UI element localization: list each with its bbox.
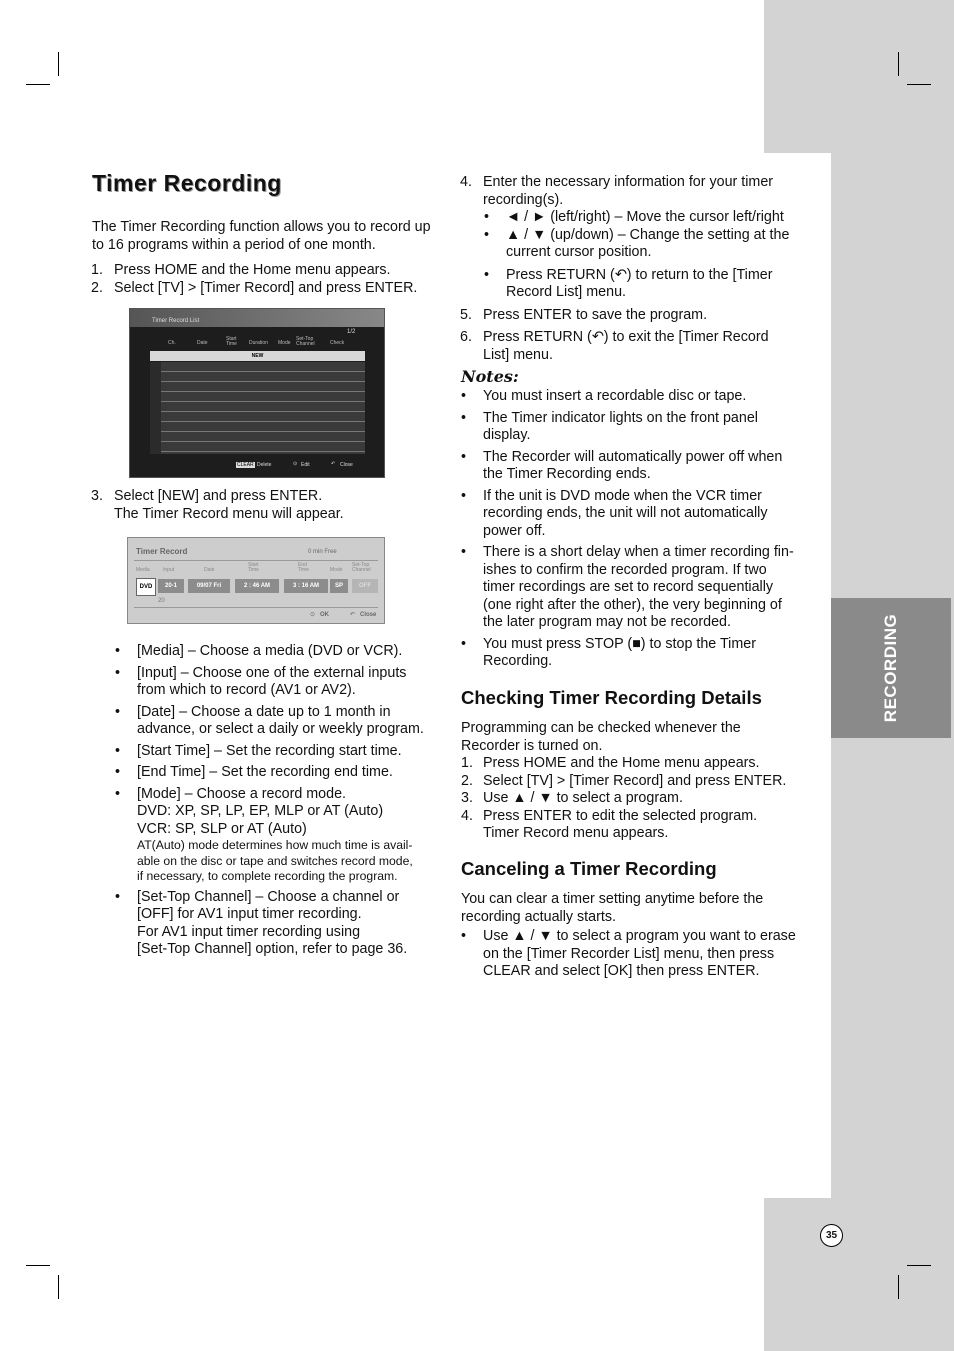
notes-heading: Notes:: [461, 367, 519, 386]
intro-paragraph: [92, 219, 431, 254]
step-number: 6.: [460, 329, 472, 345]
paragraph-line: recording actually starts.: [461, 908, 616, 925]
row-gutter: [150, 362, 161, 454]
bullet-line: from which to record (AV1 or AV2).: [137, 682, 356, 698]
settop-channel-field[interactable]: OFF: [352, 579, 378, 593]
col-header: Date: [197, 340, 208, 346]
col-header: Start Time: [248, 562, 259, 573]
edit-label: Edit: [301, 462, 310, 468]
step-text: The Timer Record menu will appear.: [114, 505, 344, 522]
col-header: Date: [204, 567, 215, 573]
crop-mark: [907, 84, 931, 85]
col-header: Check: [330, 340, 345, 346]
page-title: Timer Recording: [92, 170, 282, 196]
note-item: [483, 488, 805, 541]
col-header: Duration: [249, 340, 268, 346]
step-3: [91, 488, 344, 523]
notes-list: [483, 388, 805, 671]
intro-line: The Timer Recording function allows you to record up: [92, 219, 431, 235]
canceling-section: [461, 891, 806, 981]
note-item: [483, 449, 805, 484]
note-line: (one right after the other), the very beginning of: [483, 596, 782, 613]
step-number: 3.: [461, 790, 473, 806]
return-icon: ↶: [350, 612, 356, 618]
col-header: Mode: [278, 340, 291, 346]
edit-icon: ⊙: [293, 461, 298, 467]
divider: [134, 560, 378, 561]
step-text: Timer Record menu appears.: [483, 825, 669, 841]
step-text: Press ENTER to edit the selected program.: [483, 807, 758, 824]
checking-heading: Checking Timer Recording Details: [461, 687, 762, 708]
bullet-line: CLEAR and select [OK] then press ENTER.: [483, 963, 760, 979]
screen-page-indicator: 1/2: [347, 329, 356, 335]
note-line: power off.: [483, 522, 546, 539]
step-line: [91, 488, 344, 506]
step-number: 1.: [91, 262, 103, 278]
return-icon: ↶: [331, 461, 336, 467]
step-text: Press HOME and the Home menu appears.: [114, 262, 391, 278]
crop-mark: [898, 1275, 899, 1299]
note-item: [483, 388, 805, 406]
step-number: 1.: [461, 755, 473, 771]
screen-title: Timer Record List: [152, 318, 200, 324]
step-item: [461, 825, 801, 843]
step-number: 2.: [461, 772, 473, 789]
step-text: Press ENTER to save the program.: [483, 306, 708, 323]
step-text: Select [TV] > [Timer Record] and press ENTER.: [114, 279, 418, 296]
step-item: [460, 306, 803, 325]
bullet-line: current cursor position.: [506, 244, 652, 260]
col-header: Input: [163, 567, 175, 573]
bullet-line: • [Mode] – Choose a record mode.: [137, 785, 347, 802]
note-line: display.: [483, 427, 531, 443]
clear-key: CLEAR: [237, 462, 254, 468]
step-text: Select [NEW] and press ENTER.: [114, 488, 323, 504]
bullet-item: [483, 928, 806, 981]
right-steps: [460, 174, 803, 364]
col-header: Media: [136, 567, 150, 573]
step-item: [91, 262, 417, 280]
free-space-label: 0 min Free: [308, 549, 337, 555]
bullet-line: advance, or select a daily or weekly program.: [137, 721, 424, 737]
screen-footer: [130, 459, 384, 477]
note-line: timer recordings are set to record sequentially: [483, 579, 774, 595]
step-item: [461, 773, 801, 791]
note-line: • You must insert a recordable disc or tape.: [483, 388, 747, 404]
bullet-note-line: able on the disc or tape and switches record mode,: [137, 853, 413, 868]
page-number: 35: [820, 1224, 843, 1247]
note-line: recording ends, the unit will not automatically: [483, 505, 768, 521]
screen2-values: [128, 578, 384, 594]
bullet-line: • [Start Time] – Set the recording start time.: [137, 742, 402, 759]
input-sublabel: 20: [158, 598, 165, 604]
bullet-item: [137, 764, 437, 782]
bullet-note-line: AT(Auto) mode determines how much time is avail-: [137, 838, 413, 852]
bullet-line: • Use ▲ / ▼ to select a program you want to erase: [483, 928, 796, 944]
ok-label: OK: [320, 612, 329, 618]
step-item: [460, 174, 803, 209]
step-text: Enter the necessary information for your timer: [483, 174, 774, 190]
bullet-line: • ▲ / ▼ (up/down) – Change the setting at the: [506, 226, 790, 243]
note-line: • If the unit is DVD mode when the VCR timer: [483, 487, 762, 504]
empty-rows: [150, 362, 365, 454]
bullet-item: [137, 643, 437, 661]
col-header: Ch.: [168, 340, 176, 346]
step-number: 3.: [91, 488, 103, 504]
bullet-line: • [Input] – Choose one of the external inputs: [137, 664, 407, 681]
bullet-line: Record List] menu.: [506, 284, 626, 300]
intro-line: to 16 programs within a period of one month.: [92, 236, 376, 253]
paragraph-line: You can clear a timer setting anytime before the: [461, 891, 764, 907]
step-text: recording(s).: [483, 191, 564, 208]
col-header: End Time: [298, 562, 309, 573]
step-item: [91, 279, 418, 298]
crop-mark: [907, 1265, 931, 1266]
date-field[interactable]: 09/07 Fri: [188, 579, 230, 593]
bullet-line: [Set-Top Channel] option, refer to page 36.: [137, 941, 408, 957]
margin-top-band: [764, 0, 954, 153]
close-label: Close: [340, 462, 353, 468]
note-item: [483, 410, 805, 445]
input-field[interactable]: 20-1: [158, 579, 184, 593]
step-text: Use ▲ / ▼ to select a program.: [483, 790, 683, 806]
screen-header: [130, 309, 384, 327]
crop-mark: [26, 84, 50, 85]
step4-bullets: [483, 209, 803, 302]
paragraph-line: Programming can be checked whenever the: [461, 720, 741, 736]
step-text: Press HOME and the Home menu appears.: [483, 755, 760, 771]
start-time-field[interactable]: 2 : 46 AM: [235, 579, 279, 593]
step-item: [461, 790, 801, 808]
bullet-item: [137, 743, 437, 761]
bullet-line: • [Set-Top Channel] – Choose a channel or: [137, 888, 400, 905]
note-line: the Timer Recording ends.: [483, 466, 651, 482]
divider: [134, 607, 378, 608]
bullet-line: • [Media] – Choose a media (DVD or VCR).: [137, 643, 403, 659]
screen-column-headers: [150, 335, 365, 351]
step-number: 5.: [460, 306, 472, 323]
crop-mark: [26, 1265, 50, 1266]
step-list-a: [91, 262, 418, 297]
crop-mark: [58, 52, 59, 76]
delete-label: Delete: [257, 462, 272, 468]
new-row[interactable]: [150, 351, 365, 361]
screen-title: Timer Record: [136, 547, 188, 556]
step-text: List] menu.: [483, 346, 553, 363]
bullet-line: For AV1 input timer recording using: [137, 923, 361, 940]
crop-mark: [898, 52, 899, 76]
bullet-item: [137, 889, 437, 959]
bullet-item: [506, 267, 803, 302]
note-line: the later program may not be recorded.: [483, 614, 731, 630]
note-line: • The Timer indicator lights on the front panel: [483, 409, 758, 426]
bullet-line: • ◄ / ► (left/right) – Move the cursor left/right: [506, 209, 784, 225]
bullet-line: • [Date] – Choose a date up to 1 month in: [137, 703, 391, 720]
bullet-line: on the [Timer Recorder List] menu, then press: [483, 945, 775, 962]
bullet-item: [506, 209, 803, 227]
bullet-line: DVD: XP, SP, LP, EP, MLP or AT (Auto): [137, 803, 384, 819]
step-number: 4.: [461, 807, 473, 824]
note-line: ishes to confirm the recorded program. If two: [483, 561, 767, 578]
col-header: Set-Top Channel: [352, 562, 371, 573]
section-tab-label: RECORDING: [881, 613, 900, 723]
field-bullets: [137, 643, 437, 959]
step-item: [461, 808, 801, 826]
bullet-item: [137, 786, 437, 885]
bullet-item: [137, 665, 437, 700]
step-item: [461, 755, 801, 773]
section-tab: [831, 598, 951, 738]
new-row-label: NEW: [251, 353, 264, 359]
bullet-item: [506, 227, 803, 262]
checking-section: [461, 720, 801, 843]
paragraph-line: Recorder is turned on.: [461, 737, 603, 754]
mode-field[interactable]: SP: [330, 579, 348, 593]
bullet-note-line: if necessary, to complete recording the program.: [137, 869, 398, 883]
step-text: Press RETURN (↶) to exit the [Timer Record: [483, 329, 769, 345]
bullet-item: [137, 704, 437, 739]
step-item: [460, 329, 803, 364]
close-label: Close: [360, 612, 377, 618]
end-time-field[interactable]: 3 : 16 AM: [284, 579, 328, 593]
bullet-line: [OFF] for AV1 input timer recording.: [137, 906, 362, 922]
note-item: [483, 636, 805, 671]
note-line: • The Recorder will automatically power off when: [483, 448, 783, 465]
timer-record-list-screenshot: [129, 308, 385, 478]
note-line: Recording.: [483, 653, 553, 669]
media-field[interactable]: DVD: [136, 578, 156, 596]
margin-bottom-band: [764, 1198, 954, 1351]
step-number: 2.: [91, 279, 103, 296]
col-header: Set-Top Channel: [296, 336, 315, 347]
bullet-line: VCR: SP, SLP or AT (Auto): [137, 820, 307, 837]
note-line: • You must press STOP (■) to stop the Timer: [483, 635, 756, 652]
ok-icon: ⊙: [310, 612, 316, 618]
bullet-line: • [End Time] – Set the recording end time.: [137, 764, 393, 780]
bullet-line: • Press RETURN (↶) to return to the [Timer: [506, 266, 773, 283]
col-header: Mode: [330, 567, 343, 573]
note-line: • There is a short delay when a timer recording fin-: [483, 544, 794, 560]
step-number: 4.: [460, 174, 472, 190]
note-item: [483, 544, 805, 632]
step-text: Select [TV] > [Timer Record] and press ENTER.: [483, 772, 787, 789]
canceling-heading: Canceling a Timer Recording: [461, 858, 717, 879]
col-header: Start Time: [226, 336, 237, 347]
timer-record-screenshot: [127, 537, 385, 624]
crop-mark: [58, 1275, 59, 1299]
